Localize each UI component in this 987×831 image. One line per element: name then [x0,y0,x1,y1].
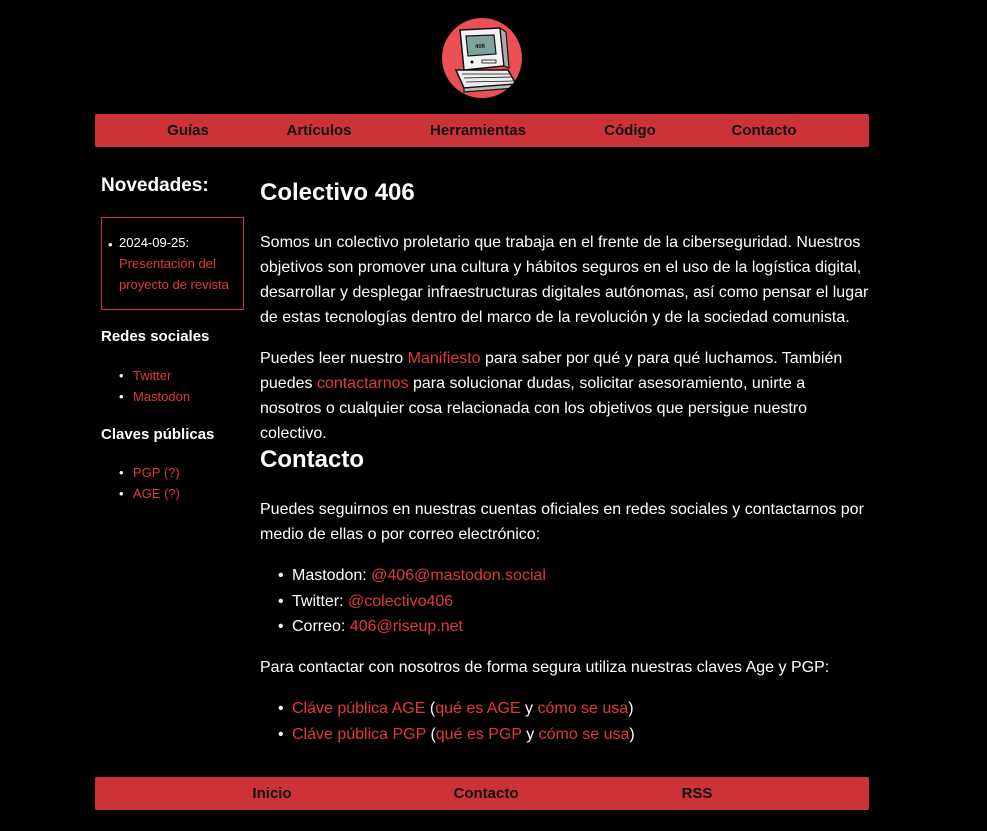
list-item: • Mastodon: @406@mastodon.social [278,563,546,589]
manifesto-link[interactable]: Manifiesto [407,350,481,367]
list-item [119,365,190,386]
nav-contacto[interactable]: Contacto [731,122,797,139]
top-nav [95,114,869,147]
intro-paragraph: Somos un colectivo proletario que trabaja en el frente de la ciberseguridad. Nuestros objetivos son promover una cultura y hábitos seguros en el uso de la logística digital, desarrollar y desplegar infraestructuras digitales autónomas, así como pensar el lugar de estas tecnologías dentro del marco de la revolución y de la sociedad comunista. [260,234,869,326]
footer-inicio[interactable]: Inicio [252,785,292,802]
footer-rss[interactable]: RSS [681,785,713,802]
email-link[interactable]: 406@riseup.net [349,618,463,635]
contact-list [278,563,546,640]
social-heading: Redes sociales [101,328,210,345]
twitter-account-link[interactable]: @colectivo406 [348,592,454,610]
contact-link[interactable]: contactarnos [316,375,409,392]
footer-contacto[interactable]: Contacto [453,785,519,802]
social-list [119,365,190,407]
list-item: • Twitter: @colectivo406 [278,589,546,615]
twitter-link[interactable]: Twitter [133,368,172,383]
nav-codigo[interactable]: Código [604,122,656,139]
keys-list [119,462,180,504]
nav-herramientas[interactable]: Herramientas [430,122,526,139]
list-item [119,462,180,483]
list-item: • Cláve pública PGP (qué es PGP y cómo se usa) [278,722,635,748]
pgp-key-link[interactable]: PGP (?) [133,465,180,480]
what-is-age-link[interactable]: qué es AGE [435,700,521,717]
nav-guias[interactable]: Guías [167,122,209,139]
age-key-link[interactable]: AGE (?) [133,486,180,501]
site-logo[interactable] [442,18,522,98]
manifesto-paragraph: Puedes leer nuestro Manifiesto para saber por qué y para qué luchamos. También puedes contactarnos para solucionar dudas, solicitar asesoramiento, unirte a nosotros o cualquier cosa relacionada con los objetivos que persigue nuestro colectivo. [260,350,843,442]
keys-intro: Para contactar con nosotros de forma segura utiliza nuestras claves Age y PGP: [260,659,830,676]
mastodon-link[interactable]: Mastodon [133,389,191,404]
list-item [119,483,180,504]
news-heading: Novedades: [101,175,209,196]
nav-articulos[interactable]: Artículos [286,122,352,139]
how-to-use-age-link[interactable]: cómo se usa [537,700,629,717]
news-date: 2024-09-25: [119,235,190,250]
what-is-pgp-link[interactable]: qué es PGP [435,725,522,743]
footer-nav [95,777,869,810]
news-link[interactable]: Presentación del proyecto de revista [119,256,229,292]
pgp-public-key-link[interactable]: Cláve pública PGP [292,725,426,743]
list-item: • Cláve pública AGE (qué es AGE y cómo se usa) [278,696,635,722]
mastodon-account-link[interactable]: @406@mastodon.social [371,567,546,584]
page-title: Colectivo 406 [260,179,415,206]
list-item [119,386,190,407]
contact-intro: Puedes seguirnos en nuestras cuentas oficiales en redes sociales y contactarnos por medio de ellas o por correo electrónico: [260,501,864,543]
logo-screen-label: 406 [474,43,486,51]
contact-heading: Contacto [260,446,364,473]
age-public-key-link[interactable]: Cláve pública AGE [292,700,426,717]
keys-main-list [278,696,635,747]
list-item: • Correo: 406@riseup.net [278,614,546,640]
news-box: • 2024-09-25: Presentación del proyecto de revista [101,217,244,310]
keys-heading: Claves públicas [101,426,215,443]
how-to-use-pgp-link[interactable]: cómo se usa [538,725,630,743]
computer-icon [442,18,522,98]
news-item [119,232,235,295]
